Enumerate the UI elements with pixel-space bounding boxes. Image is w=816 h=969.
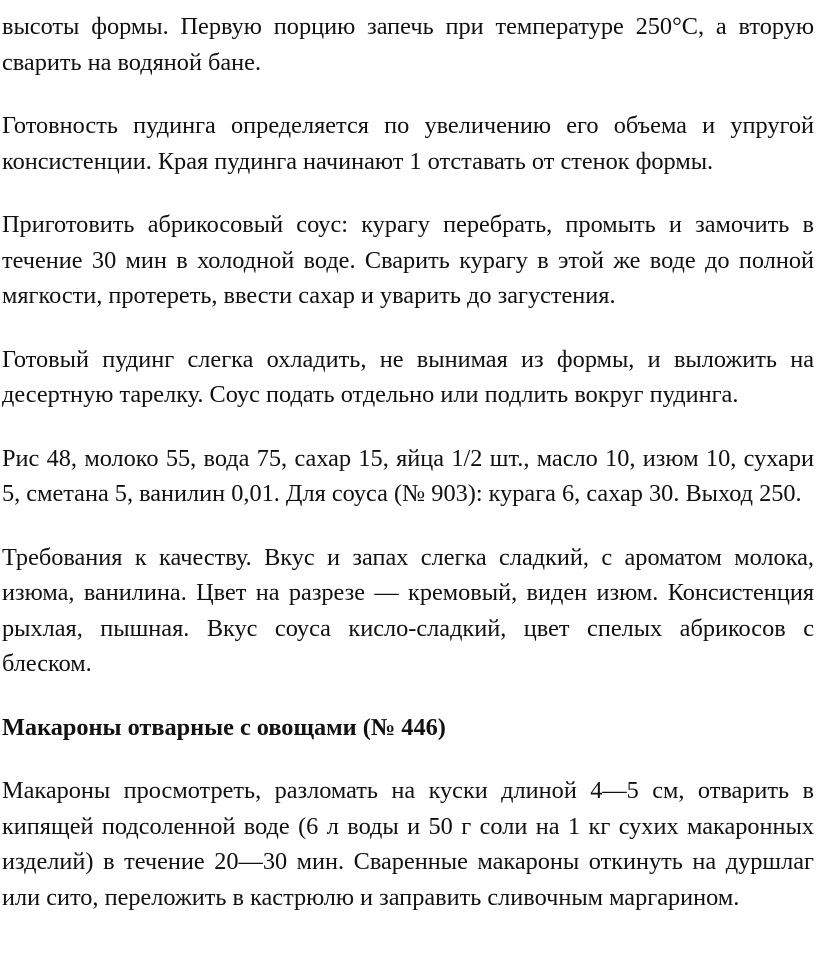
paragraph-baking: высоты формы. Первую порцию запечь при температуре 250°С, а вторую сварить на водяной бане. [2,13,814,76]
paragraph-quality-requirements: Требования к качеству. Вкус и запах слегка сладкий, с ароматом молока, изюма, ванилина. Цвет на разрезе — кремовый, виден изюм. Консистенция рыхлая, пышная. Вкус соуса кисло-сладкий, цвет спелых абрикосов с блеском. [2,543,814,677]
paragraph-macaroni: Макароны просмотреть, разломать на куски длиной 4—5 см, отварить в кипящей подсоленной воде (6 л воды и 50 г соли на 1 кг сухих макаронных изделий) в течение 20—30 мин. Сваренные макароны откинуть на дуршлаг или сито, переложить в кастрюлю и заправить сливочным маргарином. [2,777,814,911]
paragraph-readiness: Готовность пудинга определяется по увеличению его объема и упругой консистенции. Края пудинга начинают 1 отставать от стенок формы. [2,112,814,175]
paragraph-ingredients: Рис 48, молоко 55, вода 75, сахар 15, яйца 1/2 шт., масло 10, изюм 10, сухари 5, сметана 5, ванилин 0,01. Для соуса (№ 903): курага 6, сахар 30. Выход 250. [2,444,814,507]
section-heading: Макароны отварные с овощами (№ 446) [2,713,446,741]
paragraph-serving: Готовый пудинг слегка охладить, не вынимая из формы, и выложить на десертную тарелку. Соус подать отдельно или подлить вокруг пудинга. [2,345,814,408]
paragraph-apricot-sauce: Приготовить абрикосовый соус: курагу перебрать, промыть и замочить в течение 30 мин в холодной воде. Сварить курагу в этой же воде до полной мягкости, протереть, ввести сахар и уварить до загустения. [2,211,814,309]
